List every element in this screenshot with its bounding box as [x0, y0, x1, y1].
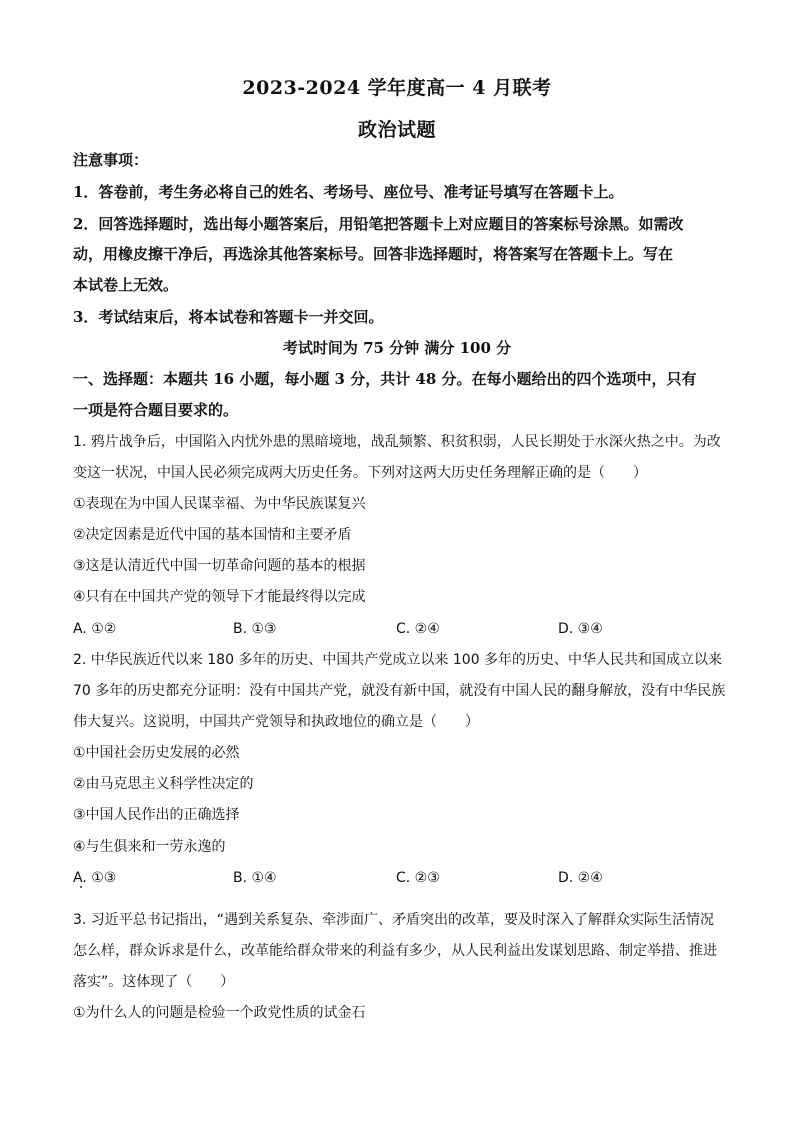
exam-info: 考试时间为 75 分钟 满分 100 分: [282, 339, 512, 357]
section-heading: 一项是符合题目要求的。: [73, 401, 239, 419]
question-stem: 落实”。这体现了（ ）: [73, 974, 235, 990]
section-heading: 一、选择题：本题共 16 小题，每小题 3 分，共计 48 分。在每小题给出的四个选项中，只有: [73, 370, 697, 388]
statement-item: ①为什么人的问题是检验一个政党性质的试金石: [73, 1005, 366, 1021]
statement-item: ③这是认清近代中国一切革命问题的基本的根据: [73, 558, 366, 574]
question-stem: 70 多年的历史都充分证明：没有中国共产党，就没有新中国，就没有中国人民的翻身解放，没有中华民族: [73, 683, 726, 699]
question-stem: 怎么样，群众诉求是什么，改革能给群众带来的利益有多少，从人民利益出发谋划思路、制定举措、推进: [73, 943, 717, 959]
answer-option: B. ①③: [233, 621, 277, 637]
answer-option: B. ①④: [233, 870, 277, 886]
answer-option: C. ②④: [396, 621, 440, 637]
question-stem: 伟大复兴。这说明，中国共产党领导和执政地位的确立是（ ）: [73, 714, 479, 730]
answer-option: A. ①③: [73, 870, 117, 886]
statement-item: ④只有在中国共产党的领导下才能最终得以完成: [73, 589, 366, 605]
stray-dot: [80, 886, 82, 888]
page-subtitle: 政治试题: [357, 119, 436, 141]
question-stem: 2. 中华民族近代以来 180 多年的历史、中国共产党成立以来 100 多年的历史、中华人民共和国成立以来: [73, 652, 723, 668]
question-stem: 1. 鸦片战争后，中国陷入内忧外患的黑暗境地，战乱频繁、积贫积弱，人民长期处于水深火热之中。为改: [73, 434, 721, 450]
statement-item: ②由马克思主义科学性决定的: [73, 776, 254, 792]
question-stem: 变这一状况，中国人民必须完成两大历史任务。下列对这两大历史任务理解正确的是（ ）: [73, 465, 647, 481]
statement-item: ③中国人民作出的正确选择: [73, 807, 240, 823]
answer-option: A. ①②: [73, 621, 117, 637]
notice-line: 本试卷上无效。: [73, 276, 179, 294]
answer-option: D. ②④: [558, 870, 603, 886]
statement-item: ④与生俱来和一劳永逸的: [73, 839, 226, 855]
answer-option: D. ③④: [558, 621, 603, 637]
answer-option: C. ②③: [396, 870, 440, 886]
page-title: 2023-2024 学年度高一 4 月联考: [242, 77, 552, 99]
statement-item: ①中国社会历史发展的必然: [73, 745, 240, 761]
notice-line: 1．答卷前，考生务必将自己的姓名、考场号、座位号、准考证号填写在答题卡上。: [73, 183, 624, 201]
notice-line: 2．回答选择题时，选出每小题答案后，用铅笔把答题卡上对应题目的答案标号涂黑。如需改: [73, 215, 684, 233]
statement-item: ①表现在为中国人民谋幸福、为中华民族谋复兴: [73, 496, 366, 512]
notice-line: 3．考试结束后，将本试卷和答题卡一并交回。: [73, 308, 384, 326]
statement-item: ②决定因素是近代中国的基本国情和主要矛盾: [73, 527, 352, 543]
notice-line: 动，用橡皮擦干净后，再选涂其他答案标号。回答非选择题时，将答案写在答题卡上。写在: [73, 245, 674, 263]
question-stem: 3. 习近平总书记指出，“遇到关系复杂、牵涉面广、矛盾突出的改革，要及时深入了解群众实际生活情况: [73, 912, 715, 928]
notice-heading: 注意事项：: [73, 151, 149, 169]
